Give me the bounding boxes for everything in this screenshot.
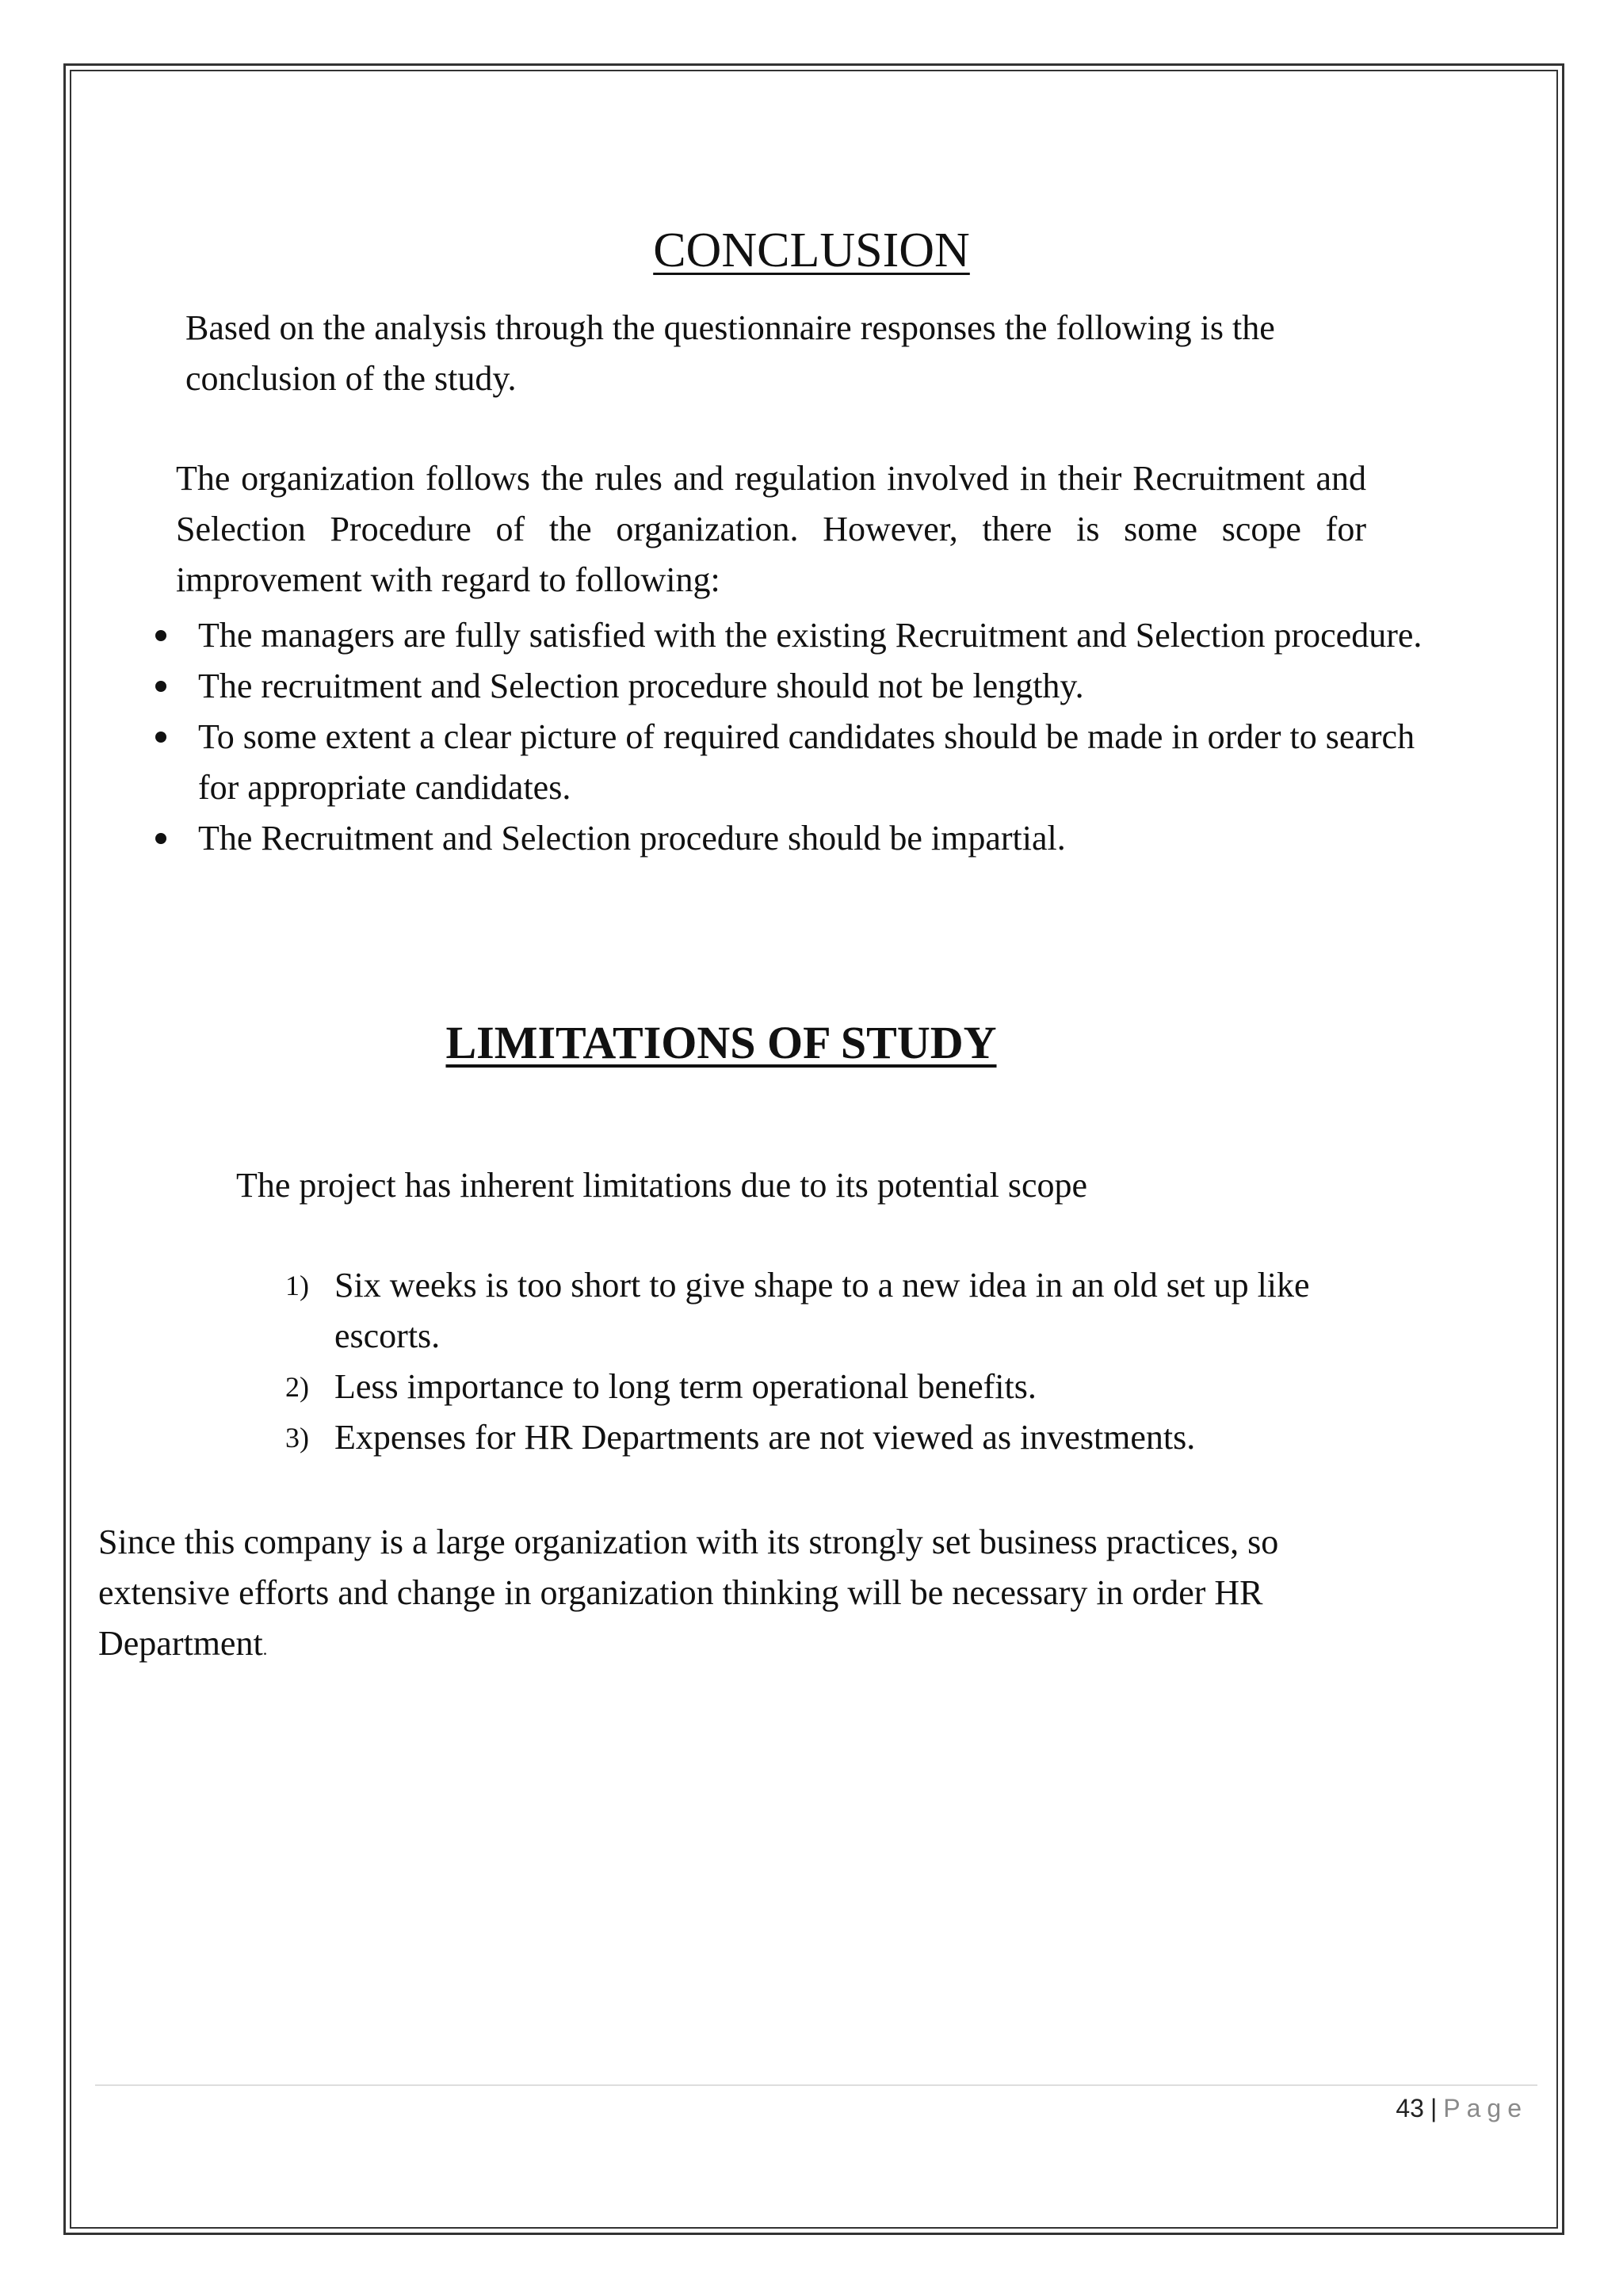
limitations-numbered-list [285, 1260, 1316, 1463]
numbered-item [285, 1260, 1316, 1362]
page-number: 43 [1396, 2094, 1424, 2122]
footer-rule [95, 2084, 1537, 2086]
limitations-intro: The project has inherent limitations due to its potential scope [236, 1166, 1088, 1205]
item-text: Less importance to long term operational benefits. [334, 1367, 1037, 1406]
numbered-item [285, 1412, 1316, 1463]
bullet-text: The Recruitment and Selection procedure should be impartial. [198, 819, 1066, 858]
bullet-text: The managers are fully satisfied with the existing Recruitment and Selection procedure. [198, 616, 1423, 655]
item-number: 3) [285, 1422, 309, 1454]
item-number: 1) [285, 1270, 309, 1301]
footer-separator: | [1430, 2094, 1438, 2122]
item-text: Expenses for HR Departments are not viewed as investments. [334, 1418, 1196, 1457]
conclusion-intro: Based on the analysis through the questionnaire responses the following is the conclusion of the study. [185, 308, 1275, 398]
bullet-icon [155, 681, 166, 692]
item-text: Six weeks is too short to give shape to a new idea in an old set up like escorts. [334, 1266, 1310, 1355]
closing-paragraph [98, 1517, 1414, 1675]
bullet-icon [155, 630, 166, 641]
bullet-item [147, 712, 1447, 813]
bullet-text: To some extent a clear picture of required candidates should be made in order to search for appropriate candidates. [198, 717, 1415, 807]
bullet-item [147, 813, 1447, 864]
bullet-icon [155, 833, 166, 844]
bullet-icon [155, 732, 166, 743]
page-label: Page [1443, 2094, 1528, 2122]
limitations-heading: LIMITATIONS OF STUDY [445, 1017, 997, 1068]
numbered-item [285, 1362, 1316, 1412]
conclusion-paragraph: The organization follows the rules and regulation involved in their Recruitment and Selection Procedure of the organization. However, there is some scope for improvement with regard to following: [176, 459, 1366, 599]
conclusion-heading: CONCLUSION [653, 223, 970, 277]
bullet-text: The recruitment and Selection procedure should not be lengthy. [198, 667, 1084, 705]
bullet-item [147, 610, 1447, 661]
item-number: 2) [285, 1371, 309, 1403]
conclusion-bullet-list [147, 610, 1447, 864]
closing-period: . [262, 1639, 268, 1659]
page-footer [1396, 2091, 1528, 2126]
bullet-item [147, 661, 1447, 712]
closing-text: Since this company is a large organization with its strongly set business practices, so extensive efforts and change in organization thinking will be necessary in order HR Department [98, 1522, 1279, 1663]
